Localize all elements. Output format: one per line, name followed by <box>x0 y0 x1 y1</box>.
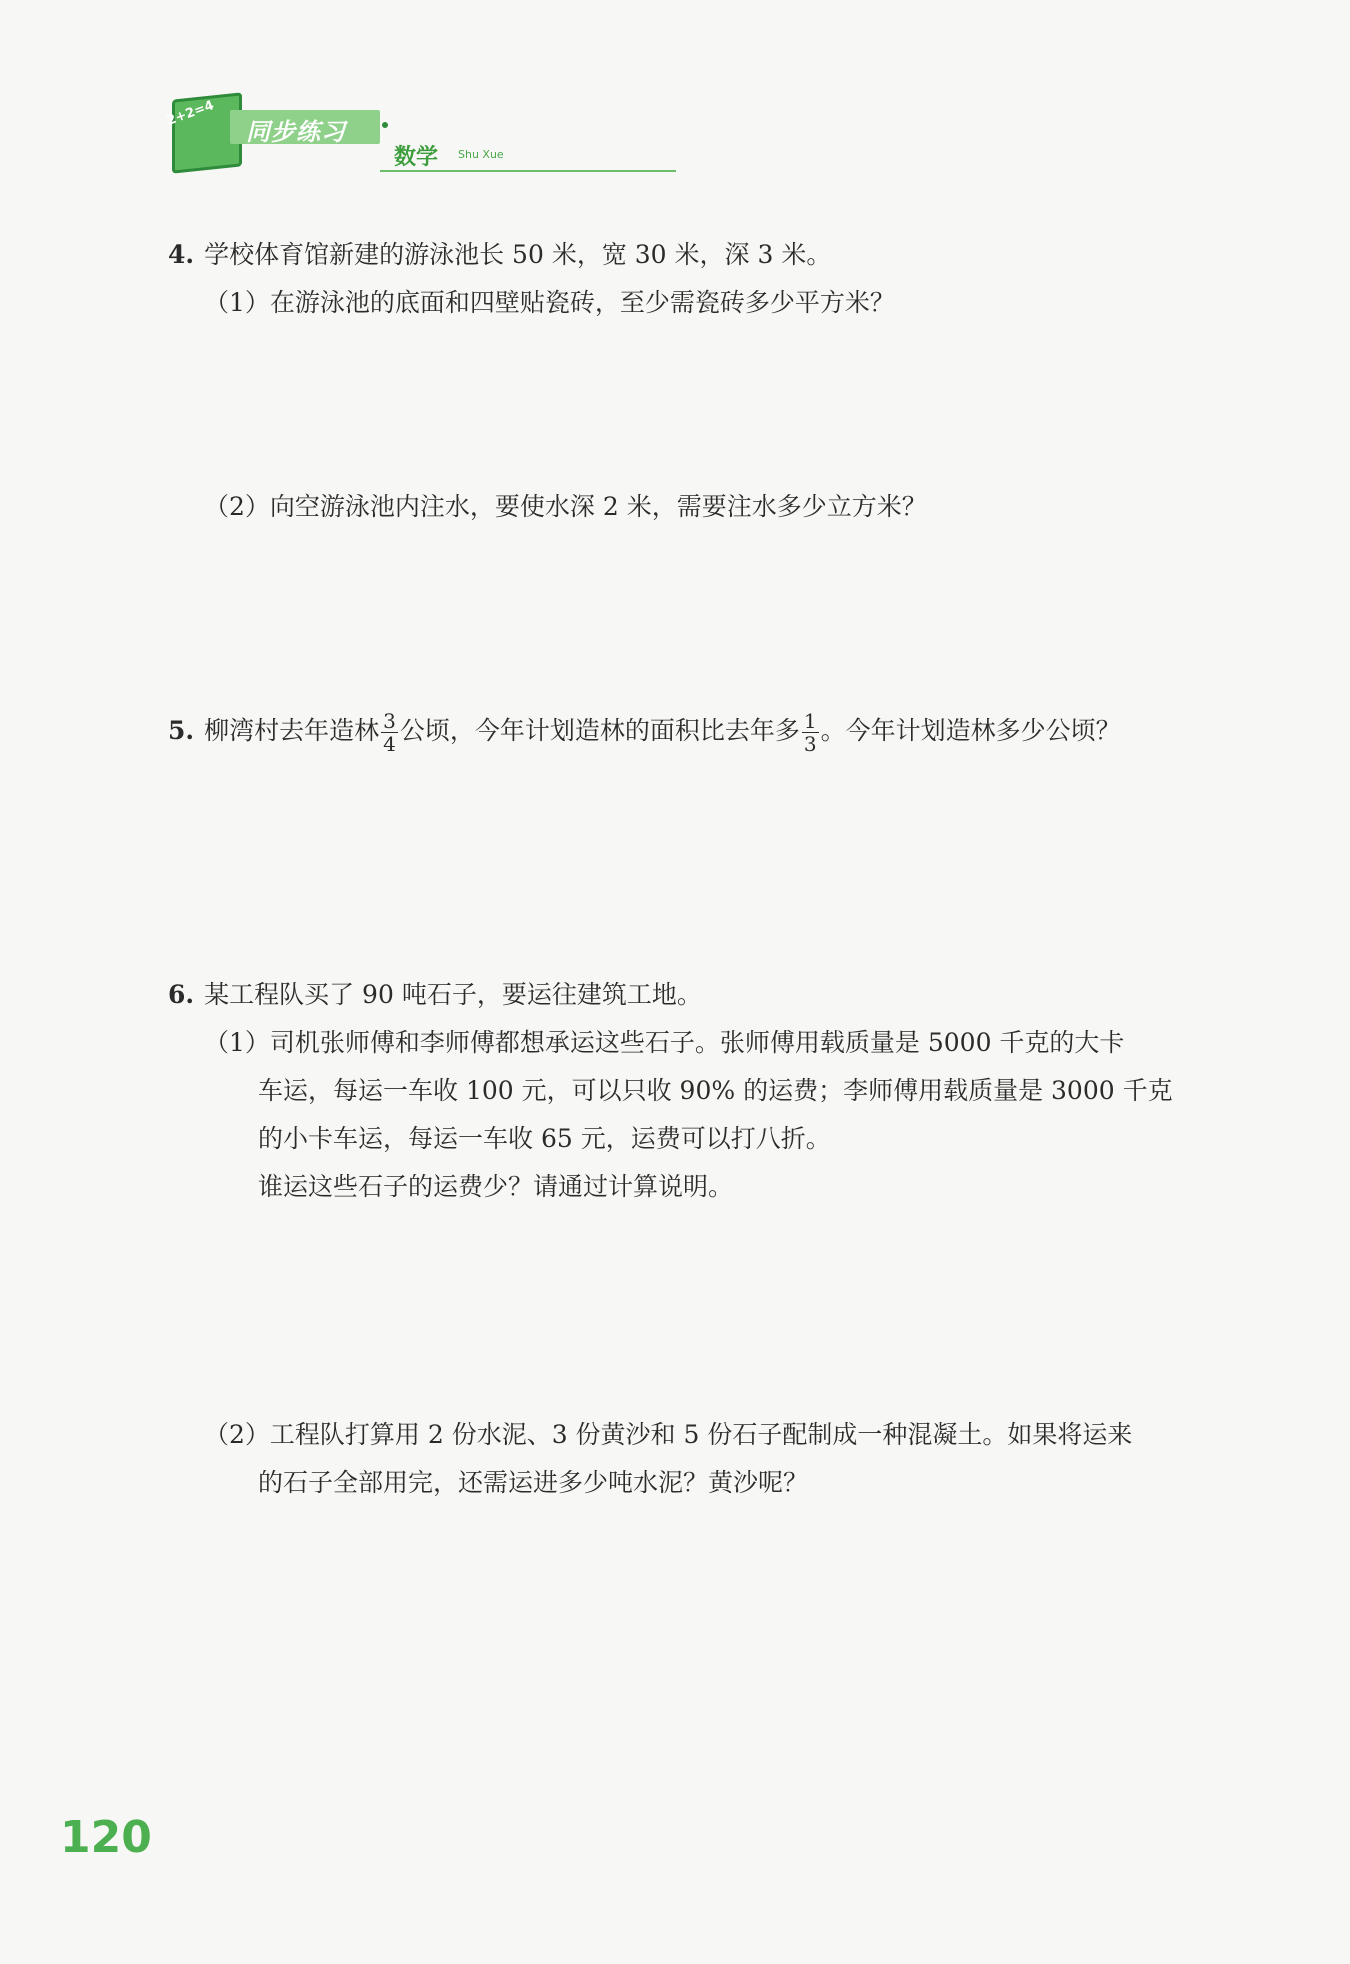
series-title: 同步练习 <box>246 118 346 146</box>
question-stem: 某工程队买了 90 吨石子，要运往建筑工地。 <box>204 980 702 1009</box>
page-number: 120 <box>60 1812 152 1863</box>
chalkboard-text: 2+2=4 <box>164 98 217 129</box>
question-6-sub-1-line-3: 的小卡车运，每运一车收 65 元，运费可以打八折。 <box>258 1124 831 1153</box>
question-6-sub-2-line-2: 的石子全部用完，还需运进多少吨水泥？黄沙呢？ <box>258 1468 809 1497</box>
question-stem: 学校体育馆新建的游泳池长 50 米，宽 30 米，深 3 米。 <box>204 240 832 269</box>
question-number: 5. <box>168 716 195 745</box>
question-6 <box>168 978 702 1012</box>
question-5 <box>168 710 1121 755</box>
question-text-b: 公顷，今年计划造林的面积比去年多 <box>399 716 800 745</box>
separator-dot <box>382 122 388 128</box>
subject-pinyin: Shu Xue <box>458 148 504 161</box>
fraction-one-third <box>802 710 819 755</box>
question-6-sub-1-line-4: 谁运这些石子的运费少？请通过计算说明。 <box>258 1172 734 1201</box>
question-text-a: 柳湾村去年造林 <box>204 716 380 745</box>
question-6-sub-1-line-1: （1）司机张师傅和李师傅都想承运这些石子。张师傅用载质量是 5000 千克的大卡 <box>204 1028 1125 1057</box>
fraction-denominator: 4 <box>383 732 396 756</box>
question-4 <box>168 238 831 272</box>
fraction-denominator: 3 <box>803 732 817 756</box>
fraction-three-quarters <box>381 710 398 755</box>
fraction-numerator: 3 <box>383 709 396 733</box>
question-6-sub-1-line-2: 车运，每运一车收 100 元，可以只收 90% 的运费；李师傅用载质量是 3000 千克 <box>258 1076 1173 1105</box>
question-number: 6. <box>168 980 195 1009</box>
fraction-numerator: 1 <box>803 709 817 733</box>
question-6-sub-2-line-1: （2）工程队打算用 2 份水泥、3 份黄沙和 5 份石子配制成一种混凝土。如果将运来 <box>204 1420 1133 1449</box>
question-text-c: 。今年计划造林多少公顷？ <box>820 716 1121 745</box>
question-number: 4. <box>168 240 195 269</box>
subject-label: 数学 <box>394 145 439 170</box>
question-4-sub-2: （2）向空游泳池内注水，要使水深 2 米，需要注水多少立方米？ <box>204 492 927 521</box>
page-header <box>160 88 520 178</box>
question-4-sub-1: （1）在游泳池的底面和四壁贴瓷砖，至少需瓷砖多少平方米？ <box>204 288 895 317</box>
